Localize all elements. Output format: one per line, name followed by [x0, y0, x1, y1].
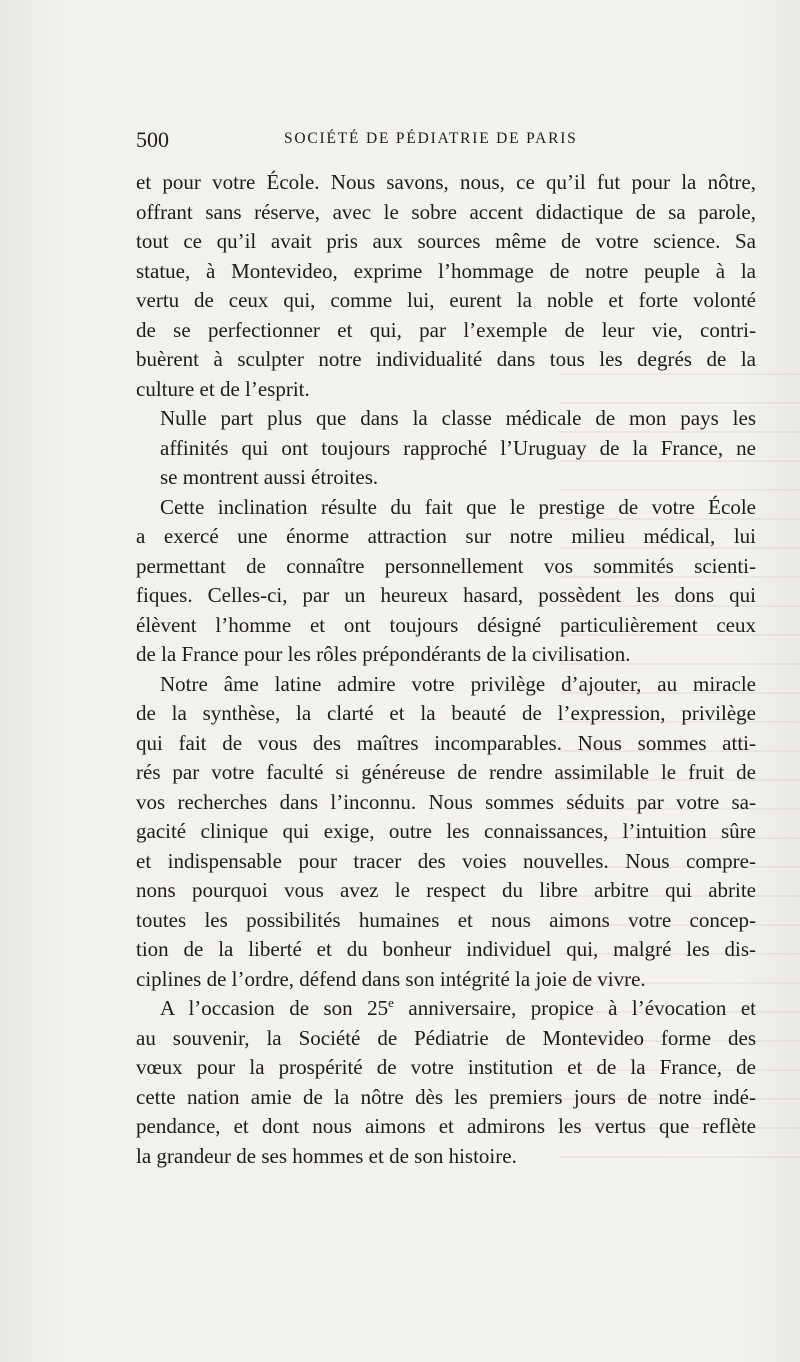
text-line: se montrent aussi étroites. [160, 465, 379, 489]
text-line: Cette inclination résulte du fait que le prestige de votre École [160, 494, 756, 519]
paragraph-5 [136, 994, 756, 1171]
text-line: de la France pour les rôles prépondérants de la civilisation. [136, 642, 631, 666]
text-line: et pour votre École. Nous savons, nous, ce qu’il fut pour la nôtre, [136, 170, 756, 194]
text-line: nons pourquoi vous avez le respect du libre arbitre qui abrite [136, 878, 756, 902]
text-line: gacité clinique qui exige, outre les connaissances, l’intuition sûre [136, 819, 756, 843]
text-line: de se perfectionner et qui, par l’exemple de leur vie, contri- [136, 317, 756, 342]
text-line: Notre âme latine admire votre privilège d’ajouter, au miracle [160, 671, 756, 696]
text-line: de la synthèse, la clarté et la beauté de l’expression, privilège [136, 701, 756, 725]
text-line: toutes les possibilités humaines et nous aimons votre concep- [136, 907, 756, 932]
text-fragment: A l’occasion de son 25 [160, 996, 389, 1020]
text-line: vertu de ceux qui, comme lui, eurent la noble et forte volonté [136, 288, 756, 312]
text-line: culture et de l’esprit. [136, 376, 310, 401]
text-line: rés par votre faculté si généreuse de rendre assimilable le fruit de [136, 760, 756, 784]
text-line: la grandeur de ses hommes et de son histoire. [136, 1143, 517, 1168]
text-line: fiques. Celles-ci, par un heureux hasard, possèdent les dons qui [136, 583, 756, 607]
text-line: tout ce qu’il avait pris aux sources même de votre science. Sa [136, 229, 756, 253]
text-line: et indispensable pour tracer des voies nouvelles. Nous compre- [136, 848, 756, 873]
text-line: statue, à Montevideo, exprime l’hommage de notre peuple à la [136, 258, 756, 283]
text-line: cette nation amie de la nôtre dès les premiers jours de notre indé- [136, 1084, 756, 1109]
body-text [136, 168, 756, 1171]
text-line: qui fait de vous des maîtres incomparables. Nous sommes atti- [136, 730, 756, 755]
text-line: tion de la liberté et du bonheur individuel qui, malgré les dis- [136, 937, 756, 961]
running-title: SOCIÉTÉ DE PÉDIATRIE DE PARIS [284, 130, 578, 147]
text-line-with-superscript [136, 994, 756, 1024]
page-number: 500 [136, 127, 169, 152]
paragraph-3 [136, 493, 756, 670]
text-line: buèrent à sculpter notre individualité dans tous les degrés de la [136, 347, 756, 371]
paragraph-4 [136, 670, 756, 995]
paragraph-1 [136, 168, 756, 404]
text-line: au souvenir, la Société de Pédiatrie de Montevideo forme des [136, 1025, 756, 1050]
paragraph-2 [136, 404, 756, 493]
text-line: vœux pour la prospérité de votre institution et de la France, de [136, 1055, 756, 1079]
text-line: pendance, et dont nous aimons et admirons les vertus que reflète [136, 1114, 756, 1138]
text-line: vos recherches dans l’inconnu. Nous sommes séduits par votre sa- [136, 789, 756, 814]
text-line: affinités qui ont toujours rapproché l’Uruguay de la France, ne [160, 435, 756, 460]
superscript: e [388, 995, 394, 1010]
text-line: élèvent l’homme et ont toujours désigné particulièrement ceux [136, 612, 756, 637]
text-line: Nulle part plus que dans la classe médicale de mon pays les [160, 406, 756, 430]
text-line: ciplines de l’ordre, défend dans son intégrité la joie de vivre. [136, 966, 646, 991]
text-line: permettant de connaître personnellement vos sommités scienti- [136, 553, 756, 578]
text-line: a exercé une énorme attraction sur notre milieu médical, lui [136, 524, 756, 548]
text-fragment: anniversaire, propice à l’évocation et [393, 996, 757, 1020]
text-line: offrant sans réserve, avec le sobre accent didactique de sa parole, [136, 199, 756, 224]
running-head [136, 127, 760, 155]
